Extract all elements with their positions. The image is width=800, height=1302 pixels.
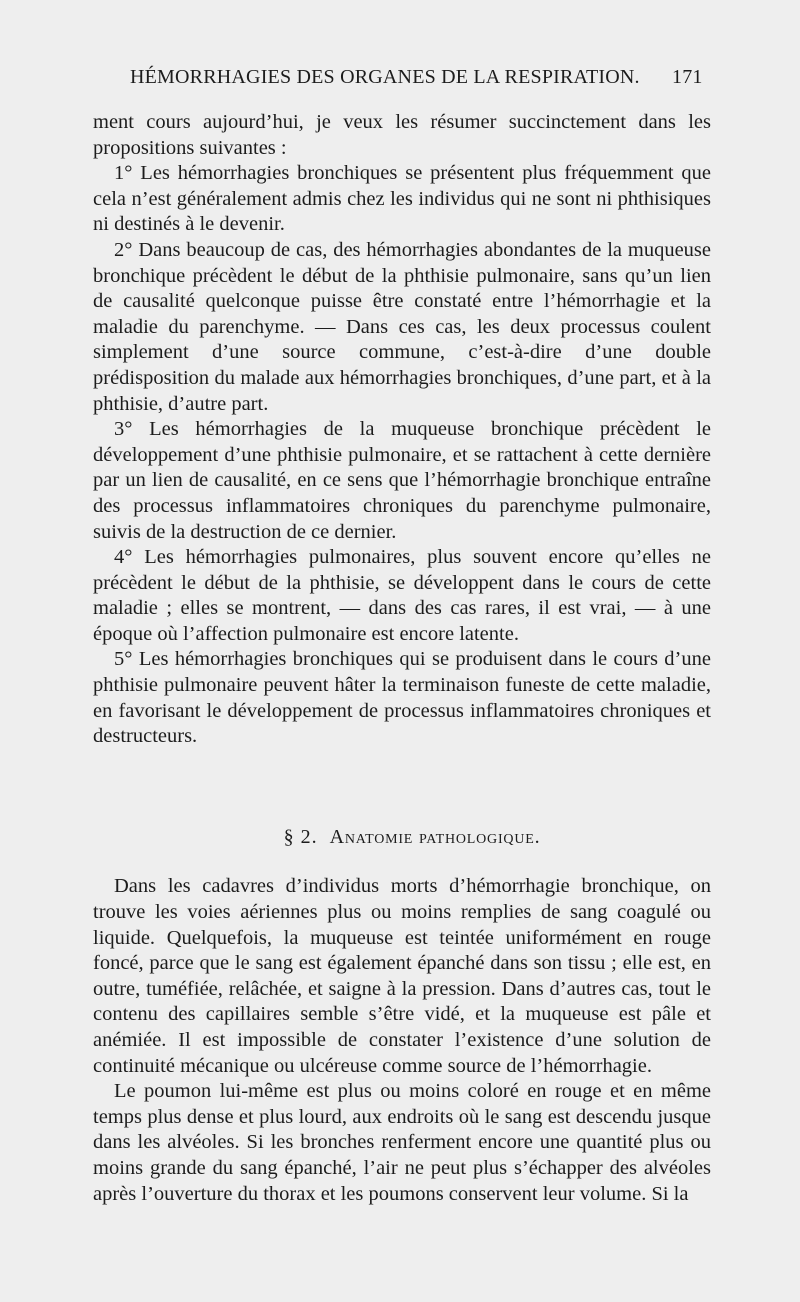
proposition-4: 4° Les hémorrhagies pulmonaires, plus souvent encore qu’elles ne précèdent le début de la phthisie, se développent dans le cours de cette maladie ; elles se montrent, — dans des cas rares, il est vrai, — à une époque où l’affection pulmonaire est encore latente.	[93, 546, 711, 645]
header-title: HÉMORRHAGIES DES ORGANES DE LA RESPIRATION.	[130, 66, 640, 88]
proposition-1: 1° Les hémorrhagies bronchiques se présentent plus fréquemment que cela n’est généralement admis chez les individus qui ne sont ni phthisiques ni destinés à le devenir.	[93, 162, 711, 236]
proposition-5: 5° Les hémorrhagies bronchiques qui se produisent dans le cours d’une phthisie pulmonaire peuvent hâter la terminaison funeste de cette maladie, en favorisant le développement de processus inflammatoires chroniques et destructeurs.	[93, 648, 711, 748]
section-heading	[93, 825, 711, 851]
paragraph: Dans les cadavres d’individus morts d’hémorrhagie bronchique, on trouve les voies aériennes plus ou moins remplies de sang coagulé ou liquide. Quelquefois, la muqueuse est teintée uniformément en rouge foncé, parce que le sang est également épanché dans son tissu ; elle est, en outre, tuméfiée, relâchée, et saigne à la pression. Dans d’autres cas, tout le contenu des capillaires semble s’être vidé, et la muqueuse est pâle et anémiée. Il est impossible de constater l’existence d’une solution de continuité mécanique ou ulcéreuse comme source de l’hémorrhagie.	[93, 875, 711, 1077]
section-title: Anatomie pathologique.	[329, 825, 541, 848]
page-number: 171	[672, 66, 703, 88]
section-number: § 2.	[283, 825, 318, 848]
paragraph: ment cours aujourd’hui, je veux les résumer succinctement dans les propositions suivantes :	[93, 111, 711, 159]
proposition-2: 2° Dans beaucoup de cas, des hémorrhagies abondantes de la muqueuse bronchique précèdent le début de la phthisie pulmonaire, sans qu’un lien de causalité quelconque puisse être constaté entre l’hémorrhagie et la maladie du parenchyme. — Dans ces cas, les deux processus coulent simplement d’une source commune, c’est-à-dire d’une double prédisposition du malade aux hémorrhagies bronchiques, d’une part, et à la phthisie, d’autre part.	[93, 238, 711, 415]
proposition-3: 3° Les hémorrhagies de la muqueuse bronchique précèdent le développement d’une phthisie pulmonaire, et se rattachent à cette dernière par un lien de causalité, en ce sens que l’hémorrhagie bronchique entraîne des processus inflammatoires chroniques du parenchyme pulmonaire, suivis de la destruction de ce dernier.	[93, 418, 711, 543]
page-body	[93, 110, 711, 1207]
paragraph: Le poumon lui-même est plus ou moins coloré en rouge et en même temps plus dense et plus lourd, aux endroits où le sang est descendu jusque dans les alvéoles. Si les bronches renferment encore une quantité plus ou moins grande du sang épanché, l’air ne peut plus s’échapper des alvéoles après l’ouverture du thorax et les poumons conservent leur volume. Si la	[93, 1080, 711, 1205]
